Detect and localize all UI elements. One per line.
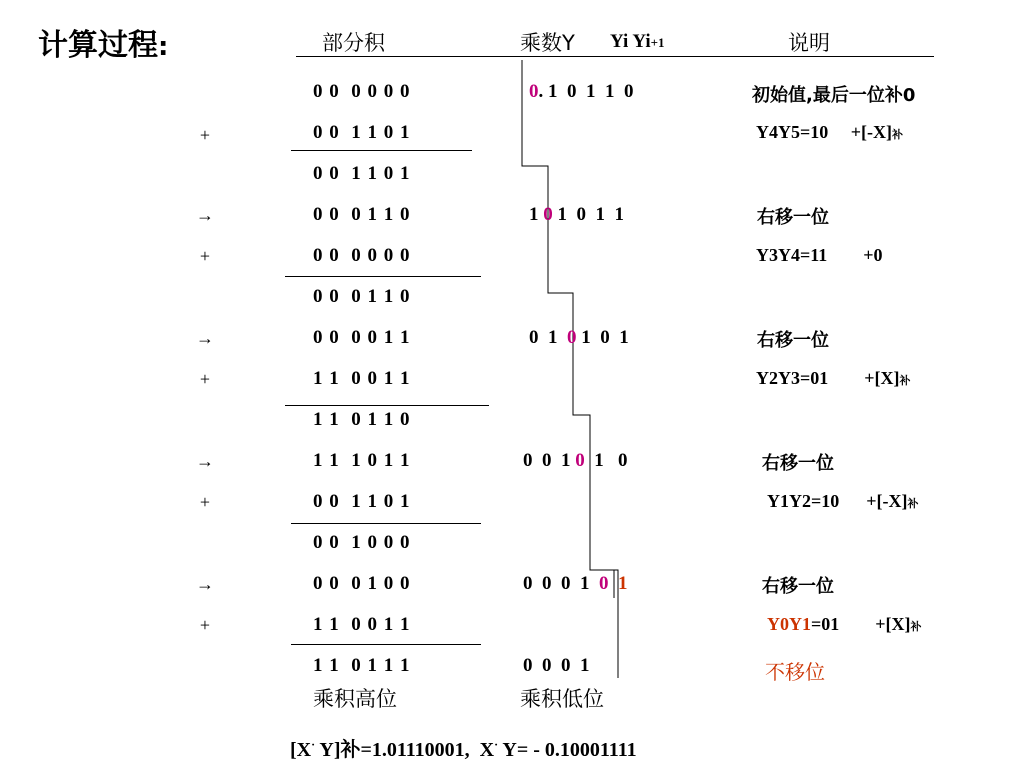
note-op-text: Y2Y3=01 +[X] xyxy=(756,368,900,388)
multiplier-rest: 1 xyxy=(608,573,628,594)
partial-product-value: 0 0 0 1 1 0 xyxy=(313,286,411,307)
header-yi-sub: +1 xyxy=(650,35,665,50)
multiplier-rest: . 1 0 1 1 0 xyxy=(538,81,634,102)
dot-operator: · xyxy=(494,737,499,752)
header-explanation: 说明 xyxy=(788,31,830,55)
dot-operator: · xyxy=(311,737,316,752)
multiplier-rest: 1 0 xyxy=(584,450,628,471)
partial-product-value: 0 0 0 1 0 0 xyxy=(313,573,411,594)
partial-product-value: 1 1 0 1 1 0 xyxy=(313,409,411,430)
partial-product-value: 0 0 0 0 0 0 xyxy=(313,245,411,266)
multiplier-pre: 0 0 1 xyxy=(523,450,576,471)
multiplier-value xyxy=(529,327,629,349)
note-shift: 右移一位 xyxy=(762,576,834,597)
title-text: 计算过程 xyxy=(38,28,158,63)
highlight-bit: 0 xyxy=(567,327,577,348)
result-part: Y= - 0.10001111 xyxy=(498,739,637,761)
multiplier-pre: 1 xyxy=(529,204,544,225)
row-sign: + xyxy=(199,125,211,145)
multiplier-rest: 1 0 1 1 xyxy=(552,204,624,225)
note-op-text: Y4Y5=10 +[-X] xyxy=(756,122,892,142)
note-shift: 右移一位 xyxy=(762,453,834,474)
note-op-text: Y1Y2=10 +[-X] xyxy=(767,491,908,511)
final-result xyxy=(290,733,637,762)
highlight-bit: 0 xyxy=(575,450,585,471)
row-sign: + xyxy=(199,246,211,266)
partial-product-value: 0 0 1 0 0 0 xyxy=(313,532,411,553)
row-sign: → xyxy=(196,574,214,594)
note-op-highlight: Y0Y1 xyxy=(767,614,811,634)
note-shift: 右移一位 xyxy=(757,207,829,228)
partial-product-value: 1 1 0 0 1 1 xyxy=(313,368,411,389)
label-product-high: 乘积高位 xyxy=(313,687,397,711)
partial-product-value: 0 0 0 0 0 0 xyxy=(313,81,411,102)
note-op-text: =01 +[X] xyxy=(811,614,911,634)
note-op xyxy=(756,122,903,143)
row-sign: → xyxy=(196,205,214,225)
header-yi-text: Yi Yi xyxy=(610,31,651,52)
highlight-bit: 0 xyxy=(543,204,553,225)
result-part: Y]补=1.01110001, X xyxy=(315,739,495,761)
partial-product-value: 0 0 1 1 0 1 xyxy=(313,163,411,184)
row-sign: → xyxy=(196,328,214,348)
row-sign: → xyxy=(196,451,214,471)
highlight-bit: 0 xyxy=(599,573,609,594)
partial-product-value: 1 1 0 1 1 1 xyxy=(313,655,411,676)
partial-product-value: 1 1 0 0 1 1 xyxy=(313,614,411,635)
note-op-sub: 补 xyxy=(910,620,922,633)
note-op-sub: 补 xyxy=(899,374,911,387)
label-product-low: 乘积低位 xyxy=(520,687,604,711)
partial-product-value: 1 1 1 0 1 1 xyxy=(313,450,411,471)
note-op xyxy=(767,614,922,635)
multiplier-value xyxy=(529,81,634,103)
note-op xyxy=(767,491,919,512)
note-no-shift: 不移位 xyxy=(765,660,825,684)
partial-product-value: 0 0 1 1 0 1 xyxy=(313,491,411,512)
note-op-sub: 补 xyxy=(892,128,903,141)
note-op xyxy=(756,368,911,389)
result-part: [X xyxy=(290,739,312,761)
row-sign: + xyxy=(199,369,211,389)
note-initial: 初始值,最后一位补0 xyxy=(752,85,916,106)
partial-product-value: 0 0 0 0 1 1 xyxy=(313,327,411,348)
multiplier-value: 0 0 0 1 xyxy=(523,655,590,676)
multiplier-value xyxy=(523,450,628,472)
note-op-sub: 补 xyxy=(907,497,919,510)
multiplier-value xyxy=(529,204,624,226)
multiplier-rest: 1 0 1 xyxy=(576,327,629,348)
partial-product-value: 0 0 1 1 0 1 xyxy=(313,122,411,143)
multiplier-pre: 0 0 0 1 xyxy=(523,573,599,594)
row-sign: + xyxy=(199,492,211,512)
title-colon: : xyxy=(158,32,169,62)
row-sign: + xyxy=(199,615,211,635)
highlight-bit: 0 xyxy=(529,81,539,102)
partial-product-value: 0 0 0 1 1 0 xyxy=(313,204,411,225)
header-partial-product: 部分积 xyxy=(322,31,385,55)
note-op: Y3Y4=11 +0 xyxy=(756,245,883,265)
note-shift: 右移一位 xyxy=(757,330,829,351)
multiplier-pre: 0 1 xyxy=(529,327,567,348)
multiplier-value xyxy=(523,573,628,595)
header-multiplier: 乘数Y xyxy=(520,31,575,55)
